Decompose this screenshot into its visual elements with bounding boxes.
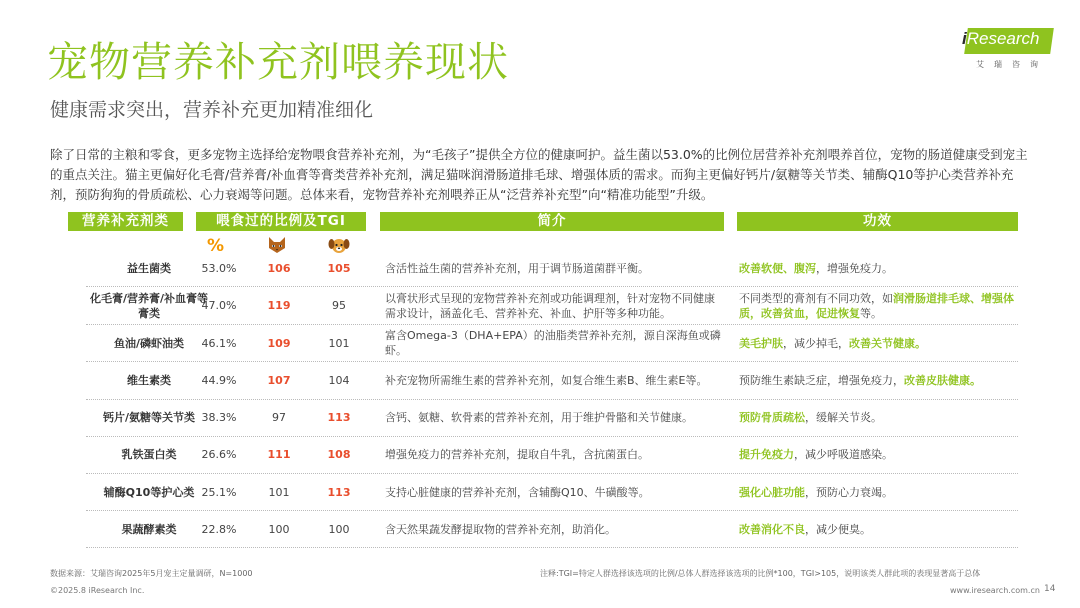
row-cat-tgi: 111 <box>267 448 291 461</box>
row-effect: 美毛护肤，减少掉毛，改善关节健康。 <box>739 337 926 350</box>
row-percent: 53.0% <box>201 262 237 275</box>
row-dog-tgi: 113 <box>327 411 351 424</box>
table-row <box>86 287 1018 325</box>
table-row <box>86 437 1018 474</box>
row-cat-tgi: 106 <box>267 262 291 275</box>
page-subtitle: 健康需求突出，营养补充更加精准细化 <box>50 99 374 121</box>
row-effect: 预防骨质疏松，缓解关节炎。 <box>739 411 882 424</box>
row-cat-tgi: 107 <box>267 374 291 387</box>
row-category: 化毛膏/营养膏/补血膏等膏类 <box>89 292 209 320</box>
website-link[interactable]: www.iresearch.com.cn <box>950 586 1040 595</box>
percent-icon: % <box>207 236 225 256</box>
logo-subtitle: 艾瑞咨询 <box>976 60 1048 69</box>
row-percent: 38.3% <box>201 411 237 424</box>
row-percent: 26.6% <box>201 448 237 461</box>
row-description: 含活性益生菌的营养补充剂，用于调节肠道菌群平衡。 <box>385 262 649 275</box>
row-category: 辅酶Q10等护心类 <box>103 486 195 499</box>
row-percent: 47.0% <box>201 299 237 312</box>
data-source: 数据来源：艾瑞咨询2025年5月宠主定量调研，N=1000 <box>50 569 253 578</box>
header-ratio-tgi: 喂食过的比例及TGI <box>196 212 366 231</box>
table-row <box>86 325 1018 362</box>
row-description: 含钙、氨糖、软骨素的营养补充剂，用于维护骨骼和关节健康。 <box>385 411 693 424</box>
row-cat-tgi: 109 <box>267 337 291 350</box>
row-effect: 提升免疫力，减少呼吸道感染。 <box>739 448 893 461</box>
row-category: 维生素类 <box>127 374 171 387</box>
row-dog-tgi: 95 <box>332 299 346 312</box>
row-percent: 46.1% <box>201 337 237 350</box>
row-description: 含天然果蔬发酵提取物的营养补充剂，助消化。 <box>385 523 616 536</box>
row-description: 增强免疫力的营养补充剂，提取自牛乳，含抗菌蛋白。 <box>385 448 649 461</box>
page-title: 宠物营养补充剂喂养现状 <box>47 38 509 86</box>
logo-i: i <box>962 29 967 48</box>
row-description: 支持心脏健康的营养补充剂，含辅酶Q10、牛磺酸等。 <box>385 486 650 499</box>
table-row <box>86 474 1018 511</box>
row-effect: 改善软便、腹泻，增强免疫力。 <box>739 262 893 275</box>
row-category: 乳铁蛋白类 <box>121 448 177 461</box>
row-cat-tgi: 101 <box>268 486 290 499</box>
row-dog-tgi: 105 <box>327 262 351 275</box>
row-category: 益生菌类 <box>127 262 171 275</box>
intro-paragraph: 除了日常的主粮和零食，更多宠物主选择给宠物喂食营养补充剂，为“毛孩子”提供全方位的健康呵护。益生菌以53.0%的比例位居营养补充剂喂养首位，宠物的肠道健康受到宠主的重点关注。猫主更偏好化毛膏/营养膏/补血膏等膏类营养补充剂，满足猫咪润滑肠道排毛球、增强体质的需求。而狗主更偏好钙片/氨糖等关节类、辅酶Q10等护心类营养补充剂，预防狗狗的骨质疏松、心力衰竭等问题。总体来看，宠物营养补充剂喂养正从“泛营养补充型”向“精准功能型”升级。 <box>50 147 1028 202</box>
row-effect: 不同类型的膏剂有不同功效，如润滑肠道排毛球、增强体质，改善贫血，促进恢复等。 <box>739 292 1014 320</box>
row-dog-tgi: 113 <box>327 486 351 499</box>
row-dog-tgi: 101 <box>328 337 350 350</box>
row-percent: 25.1% <box>201 486 237 499</box>
row-category: 钙片/氨糖等关节类 <box>102 411 196 424</box>
row-cat-tgi: 97 <box>272 411 286 424</box>
footnote: 注释:TGI=特定人群选择该选项的比例/总体人群选择该选项的比例*100，TGI>105，说明该类人群此项的表现显著高于总体 <box>540 569 981 578</box>
row-effect: 预防维生素缺乏症，增强免疫力，改善皮肤健康。 <box>739 374 981 387</box>
header-effect: 功效 <box>737 212 1018 231</box>
row-dog-tgi: 100 <box>328 523 350 536</box>
copyright: ©2025.8 iResearch Inc. <box>50 586 145 595</box>
iresearch-logo <box>962 28 1054 70</box>
header-category: 营养补充剂类 <box>68 212 183 231</box>
row-description: 富含Omega-3（DHA+EPA）的油脂类营养补充剂，源自深海鱼或磷虾。 <box>385 329 721 357</box>
header-description: 简介 <box>380 212 724 231</box>
table-row <box>86 250 1018 287</box>
row-effect: 强化心脏功能，预防心力衰竭。 <box>739 486 893 499</box>
row-cat-tgi: 100 <box>268 523 290 536</box>
row-description: 补充宠物所需维生素的营养补充剂，如复合维生素B、维生素E等。 <box>385 374 708 387</box>
table-row <box>86 362 1018 400</box>
row-category: 鱼油/磷虾油类 <box>113 337 185 350</box>
row-dog-tgi: 104 <box>328 374 350 387</box>
row-percent: 22.8% <box>201 523 237 536</box>
table-row <box>86 511 1018 548</box>
logo-brand: Research <box>966 29 1040 48</box>
row-percent: 44.9% <box>201 374 237 387</box>
table-row <box>86 400 1018 437</box>
row-cat-tgi: 119 <box>267 299 291 312</box>
row-description: 以膏状形式呈现的宠物营养补充剂或功能调理剂，针对宠物不同健康需求设计，涵盖化毛、营养补充、补血、护肝等多种功能。 <box>385 292 715 320</box>
row-dog-tgi: 108 <box>327 448 351 461</box>
row-category: 果蔬酵素类 <box>121 523 177 536</box>
page-number: 14 <box>1044 584 1056 594</box>
row-effect: 改善消化不良，减少便臭。 <box>739 523 871 536</box>
